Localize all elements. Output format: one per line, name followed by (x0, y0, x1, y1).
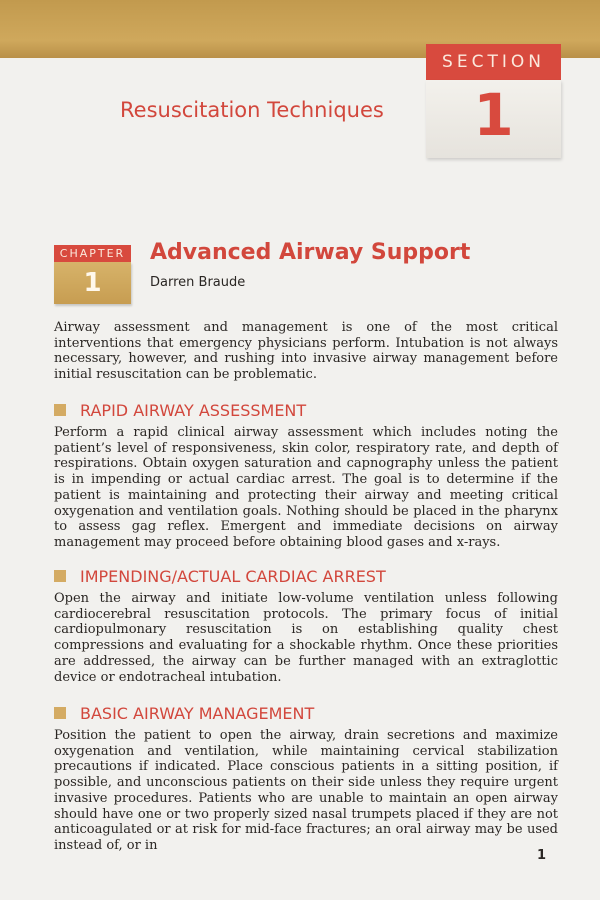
heading-text: IMPENDING/ACTUAL CARDIAC ARREST (80, 566, 386, 586)
intro-paragraph: Airway assessment and management is one of the most critical interventions that emergency physicians perform. Intubation is not always necessary, however, and rushing into invasive airway management before initial resuscitation can be problematic. (54, 320, 558, 383)
heading-bullet-square (54, 570, 66, 582)
heading-cardiac-arrest (54, 566, 386, 586)
heading-text: RAPID AIRWAY ASSESSMENT (80, 400, 307, 420)
body-cardiac-arrest: Open the airway and initiate low-volume ventilation unless following cardiocerebral resuscitation protocols. The primary focus of initial cardiopulmonary resuscitation is on establishing quality chest compressions and evaluating for a shockable rhythm. Once these priorities are addressed, the airway can be further managed with an extraglottic device or endotracheal intubation. (54, 591, 558, 685)
page-number: 1 (537, 848, 547, 863)
heading-rapid-airway-assessment (54, 400, 306, 420)
heading-basic-airway-management (54, 703, 314, 723)
section-number: 1 (473, 81, 514, 149)
chapter-author: Darren Braude (150, 275, 246, 290)
heading-text: BASIC AIRWAY MANAGEMENT (80, 703, 315, 723)
section-number-box (426, 80, 561, 158)
chapter-number-box (54, 262, 131, 304)
chapter-title: Advanced Airway Support (150, 240, 471, 265)
chapter-label: CHAPTER (54, 245, 131, 262)
section-title: Resuscitation Techniques (120, 98, 384, 122)
body-rapid-airway-assessment: Perform a rapid clinical airway assessment which includes noting the patient’s level of responsiveness, skin color, respiratory rate, and depth of respirations. Obtain oxygen saturation and capnography unless the patient is in impending or actual cardiac arrest. The goal is to determine if the patient is maintaining and protecting their airway and meeting critical oxygenation and ventilation goals. Nothing should be placed in the pharynx to assess gag reflex. Emergent and immediate decisions on airway management may proceed before obtaining blood gases and x-rays. (54, 425, 558, 550)
heading-bullet-square (54, 404, 66, 416)
heading-bullet-square (54, 707, 66, 719)
chapter-number: 1 (83, 268, 102, 298)
body-basic-airway-management: Position the patient to open the airway, drain secretions and maximize oxygenation and ventilation, while maintaining cervical stabilization precautions if indicated. Place conscious patients in a sitting position, if possible, and unconscious patients on their side unless they require urgent invasive procedures. Patients who are unable to maintain an open airway should have one or two properly sized nasal trumpets placed if they are not anticoagulated or at risk for mid-face fractures; an oral airway may be used instead of, or in (54, 728, 558, 853)
section-label: SECTION (426, 44, 561, 80)
